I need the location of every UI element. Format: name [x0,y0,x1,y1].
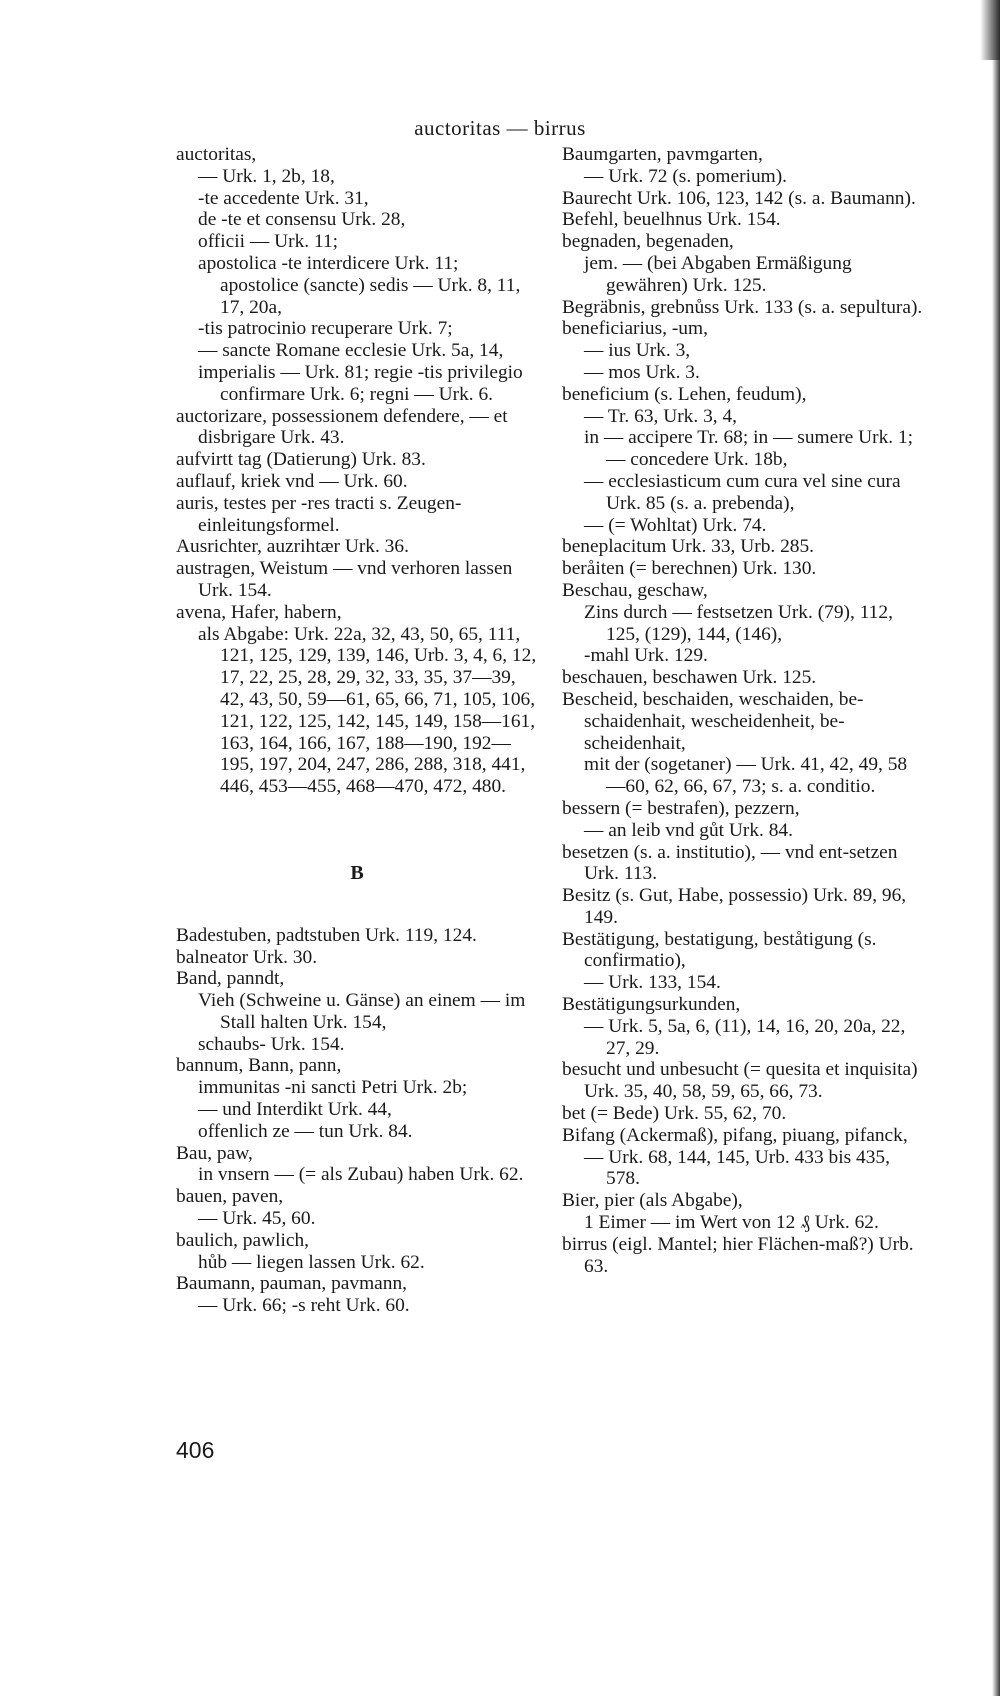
index-subentry: — Urk. 72 (s. pomerium). [584,165,788,187]
page-edge-corner [980,0,1000,60]
index-entry: balneator Urk. 30. [176,946,318,968]
left-entries-b [176,925,538,1317]
index-entry: beschauen, beschawen Urk. 125. [562,667,817,689]
index-entry: baulich, pawlich, [176,1229,309,1251]
index-entry: beråiten (= berechnen) Urk. 130. [562,558,817,580]
index-subentry: imperialis — Urk. 81; regie -tis privilegio confirmare Urk. 6; regni — Urk. 6. [198,361,523,405]
index-subentry: Zins durch — festsetzen Urk. (79), 112, 125, (129), 144, (146), [584,601,893,645]
index-entry: Bau, paw, [176,1142,253,1164]
index-entry: besucht und unbesucht (= quesita et inquisita) Urk. 35, 40, 58, 59, 65, 66, 73. [562,1059,918,1103]
index-subentry: hůb — liegen lassen Urk. 62. [198,1251,425,1273]
index-entry: Befehl, beuelhnus Urk. 154. [562,209,781,231]
page-edge-shadow [992,0,1000,1696]
index-subentry: -mahl Urk. 129. [584,645,708,667]
index-entry: Besitz (s. Gut, Habe, possessio) Urk. 89, 96, 149. [562,885,907,928]
index-entry: beneplacitum Urk. 33, Urb. 285. [562,536,815,558]
index-subentry: — und Interdikt Urk. 44, [198,1099,392,1121]
index-subentry: — Urk. 1, 2b, 18, [198,165,335,187]
index-subentry: mit der (sogetaner) — Urk. 41, 42, 49, 58—60, 62, 66, 67, 73; s. a. conditio. [584,754,908,798]
index-entry: besetzen (s. a. institutio), — vnd ent-setzen Urk. 113. [562,841,898,885]
index-subentry: immunitas -ni sancti Petri Urk. 2b; [198,1077,468,1099]
index-subentry: — Urk. 66; -s reht Urk. 60. [198,1295,410,1317]
index-entry: auflauf, kriek vnd — Urk. 60. [176,470,408,492]
index-subentry: 1 Eimer — im Wert von 12 ₰ Urk. 62. [584,1212,879,1234]
index-subentry: — Urk. 45, 60. [198,1208,316,1230]
index-entry: Bestätigungsurkunden, [562,994,741,1016]
index-subentry: de -te et consensu Urk. 28, [198,209,406,231]
index-subentry: — Urk. 5, 5a, 6, (11), 14, 16, 20, 20a, 22, 27, 29. [584,1015,906,1059]
index-entry: Beschau, geschaw, [562,579,708,601]
index-subentry: apostolica -te interdicere Urk. 11; apostolice (sancte) sedis — Urk. 8, 11, 17, 20a, [198,252,521,318]
index-entry: Bier, pier (als Abgabe), [562,1190,743,1212]
index-subentry: — (= Wohltat) Urk. 74. [584,514,767,536]
index-entry: bauen, paven, [176,1186,284,1208]
index-entry: auctoritas, [176,144,257,165]
index-entry: auctorizare, possessionem defendere, — et disbrigare Urk. 43. [176,405,508,449]
index-subentry: — ius Urk. 3, [584,340,691,362]
index-subentry: offenlich ze — tun Urk. 84. [198,1120,413,1142]
index-entry: Baurecht Urk. 106, 123, 142 (s. a. Baumann). [562,187,916,209]
index-entry: begnaden, begenaden, [562,231,734,253]
left-entries-a [176,144,538,798]
index-entry: Baumgarten, pavmgarten, [562,144,763,165]
index-entry: beneficium (s. Lehen, feudum), [562,383,807,405]
index-subentry: jem. — (bei Abgaben Ermäßigung gewähren) Urk. 125. [584,252,852,296]
section-letter: B [350,861,364,884]
right-entries [562,144,924,1277]
index-entry: austragen, Weistum — vnd verhoren lassen Urk. 154. [176,558,513,601]
index-entry: beneficiarius, -um, [562,318,708,340]
index-entry: aufvirtt tag (Datierung) Urk. 83. [176,449,426,471]
left-column [176,144,538,1317]
page-number: 406 [176,1437,215,1463]
index-subentry: officii — Urk. 11; [198,231,339,253]
index-entry: Ausrichter, auzrihtær Urk. 36. [176,536,409,558]
index-entry: birrus (eigl. Mantel; hier Flächen-maß?) Urb. 63. [562,1233,914,1277]
index-subentry: in vnsern — (= als Zubau) haben Urk. 62. [198,1164,524,1186]
right-column [562,144,924,1277]
index-entry: Bifang (Ackermaß), pifang, piuang, pifanck, [562,1124,908,1146]
index-entry: auris, testes per -res tracti s. Zeugen-einleitungsformel. [176,492,462,536]
index-entry: bet (= Bede) Urk. 55, 62, 70. [562,1103,787,1125]
index-subentry: schaubs- Urk. 154. [198,1033,345,1055]
index-subentry: als Abgabe: Urk. 22a, 32, 43, 50, 65, 111, 121, 125, 129, 139, 146, Urb. 3, 4, 6, 12, 17, 22, 25, 28, 29, 32, 33, 35, 37—39, 42, 43, 50, 59—61, 65, 66, 71, 105, 106, 121, 122, 125, 142, 145, 149, 158—161, 163, 164, 166, 167, 188—190, 192—195, 197, 204, 247, 286, 288, 318, 441, 446, 453—455, 468—470, 472, 480. [198,623,537,798]
index-subentry: — Urk. 68, 144, 145, Urb. 433 bis 435, 578. [584,1146,890,1190]
index-subentry: — Tr. 63, Urk. 3, 4, [584,405,738,427]
index-entry: bessern (= bestrafen), pezzern, [562,797,800,819]
index-entry: Baumann, pauman, pavmann, [176,1273,408,1295]
index-subentry: — an leib vnd gůt Urk. 84. [584,819,793,841]
index-entry: Bestätigung, bestatigung, beståtigung (s. confirmatio), [562,928,877,972]
index-entry: Bescheid, beschaiden, weschaiden, be-schaidenhait, wescheidenheit, be-scheidenhait, [562,688,864,754]
index-entry: bannum, Bann, pann, [176,1055,342,1077]
index-subentry: — mos Urk. 3. [584,361,700,383]
index-subentry: — ecclesiasticum cum cura vel sine cura Urk. 85 (s. a. prebenda), [584,470,901,514]
index-entry: avena, Hafer, habern, [176,601,342,623]
running-head: auctoritas — birrus [414,116,586,140]
index-entry: Band, panndt, [176,968,285,990]
index-entry: Begräbnis, grebnůss Urk. 133 (s. a. sepultura). [562,296,923,318]
index-subentry: Vieh (Schweine u. Gänse) an einem — im Stall halten Urk. 154, [198,990,526,1033]
index-subentry: -te accedente Urk. 31, [198,187,369,209]
index-subentry: in — accipere Tr. 68; in — sumere Urk. 1; — concedere Urk. 18b, [584,427,914,471]
index-entry: Badestuben, padtstuben Urk. 119, 124. [176,924,477,946]
index-subentry: — sancte Romane ecclesie Urk. 5a, 14, [198,340,504,362]
index-subentry: — Urk. 133, 154. [584,972,721,994]
index-subentry: -tis patrocinio recuperare Urk. 7; [198,318,453,340]
